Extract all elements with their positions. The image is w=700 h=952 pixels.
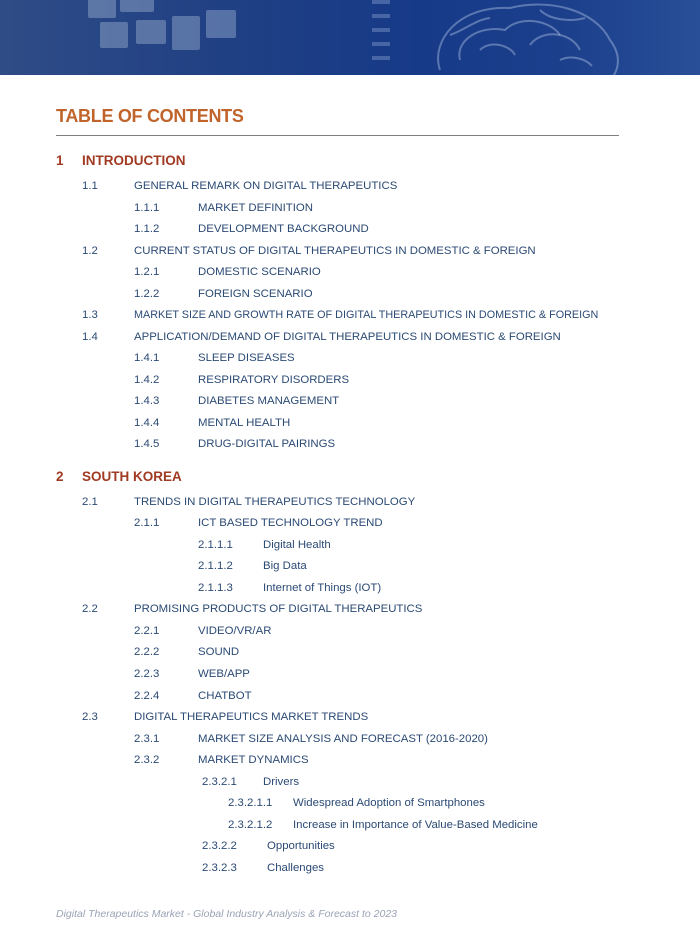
page-title: TABLE OF CONTENTS xyxy=(56,106,244,126)
toc-text: CURRENT STATUS OF DIGITAL THERAPEUTICS IN DOMESTIC & FOREIGN xyxy=(134,245,536,257)
banner-strip xyxy=(372,42,390,46)
toc-number: 2.2.3 xyxy=(134,668,160,680)
toc-text: DEVELOPMENT BACKGROUND xyxy=(198,223,369,235)
toc-number: 2 xyxy=(56,469,64,484)
toc-number: 2.3.2.1.1 xyxy=(228,797,273,809)
toc-number: 1.4.4 xyxy=(134,417,160,429)
toc-number: 2.3.2.3 xyxy=(202,862,237,874)
brain-graphic-icon xyxy=(420,0,660,75)
toc-text: TRENDS IN DIGITAL THERAPEUTICS TECHNOLOGY xyxy=(134,496,416,508)
toc-text: Internet of Things (IOT) xyxy=(263,582,382,594)
toc-text: Increase in Importance of Value-Based Medicine xyxy=(293,819,538,831)
toc-text: SOUTH KOREA xyxy=(82,469,182,484)
toc-text: Digital Health xyxy=(263,539,331,551)
toc-number: 1 xyxy=(56,153,64,168)
toc-number: 1.4.1 xyxy=(134,352,160,364)
toc-text: SOUND xyxy=(198,646,240,658)
toc-number: 1.2.2 xyxy=(134,288,160,300)
toc-number: 2.2.1 xyxy=(134,625,160,637)
toc-number: 2.3.2.1 xyxy=(202,776,237,788)
toc-text: DOMESTIC SCENARIO xyxy=(198,266,321,278)
toc-number: 1.4.2 xyxy=(134,374,160,386)
toc-text: MARKET DYNAMICS xyxy=(198,754,309,766)
banner-tile xyxy=(100,22,128,48)
header-banner xyxy=(0,0,700,75)
toc-number: 2.2 xyxy=(82,603,98,615)
toc-number: 1.4 xyxy=(82,331,98,343)
toc-text: SLEEP DISEASES xyxy=(198,352,295,364)
banner-strip xyxy=(372,14,390,18)
banner-tile xyxy=(172,16,200,50)
toc-number: 1.1.2 xyxy=(134,223,160,235)
toc-number: 2.1.1.2 xyxy=(198,560,233,572)
title-divider xyxy=(56,135,619,136)
toc-text: INTRODUCTION xyxy=(82,153,186,168)
toc-number: 2.3.2 xyxy=(134,754,160,766)
toc-text: ICT BASED TECHNOLOGY TREND xyxy=(198,517,383,529)
toc-number: 2.3.2.2 xyxy=(202,840,237,852)
toc-number: 2.3.1 xyxy=(134,733,160,745)
toc-text: CHATBOT xyxy=(198,690,252,702)
toc-text: APPLICATION/DEMAND OF DIGITAL THERAPEUTICS IN DOMESTIC & FOREIGN xyxy=(134,331,561,343)
toc-text: DRUG-DIGITAL PAIRINGS xyxy=(198,438,336,450)
banner-strip xyxy=(372,28,390,32)
toc-text: PROMISING PRODUCTS OF DIGITAL THERAPEUTICS xyxy=(134,603,423,615)
banner-strip xyxy=(372,56,390,60)
toc-number: 1.2 xyxy=(82,245,98,257)
toc-number: 1.2.1 xyxy=(134,266,160,278)
toc-number: 1.1.1 xyxy=(134,202,160,214)
page-footer: Digital Therapeutics Market - Global Industry Analysis & Forecast to 2023 xyxy=(56,908,398,920)
toc-text: Widespread Adoption of Smartphones xyxy=(293,797,485,809)
banner-tile xyxy=(120,0,154,12)
toc-number: 1.3 xyxy=(82,309,98,321)
toc-text: VIDEO/VR/AR xyxy=(198,625,272,637)
toc-number: 1.4.5 xyxy=(134,438,160,450)
toc-text: GENERAL REMARK ON DIGITAL THERAPEUTICS xyxy=(134,180,398,192)
banner-tile xyxy=(206,10,236,38)
toc-text: WEB/APP xyxy=(198,668,250,680)
toc-text: MARKET SIZE ANALYSIS AND FORECAST (2016-2020) xyxy=(198,733,488,745)
toc-number: 2.3.2.1.2 xyxy=(228,819,273,831)
toc-text: FOREIGN SCENARIO xyxy=(198,288,313,300)
toc-text: Big Data xyxy=(263,560,307,572)
toc-text: RESPIRATORY DISORDERS xyxy=(198,374,350,386)
toc-text: Challenges xyxy=(267,862,324,874)
toc-text: MENTAL HEALTH xyxy=(198,417,291,429)
banner-tile xyxy=(136,20,166,44)
toc-text: Opportunities xyxy=(267,840,335,852)
toc-number: 2.3 xyxy=(82,711,98,723)
toc-number: 2.1.1.3 xyxy=(198,582,233,594)
toc-text: DIGITAL THERAPEUTICS MARKET TRENDS xyxy=(134,711,369,723)
toc-number: 2.2.4 xyxy=(134,690,160,702)
toc-text: MARKET SIZE AND GROWTH RATE OF DIGITAL THERAPEUTICS IN DOMESTIC & FOREIGN xyxy=(134,309,599,321)
toc-number: 2.1.1 xyxy=(134,517,160,529)
toc-text: MARKET DEFINITION xyxy=(198,202,313,214)
toc-number: 2.2.2 xyxy=(134,646,160,658)
toc-number: 1.1 xyxy=(82,180,98,192)
toc-text: DIABETES MANAGEMENT xyxy=(198,395,340,407)
toc-number: 2.1.1.1 xyxy=(198,539,233,551)
toc-text: Drivers xyxy=(263,776,300,788)
banner-tile xyxy=(88,0,116,18)
banner-strip xyxy=(372,0,390,4)
toc-number: 1.4.3 xyxy=(134,395,160,407)
toc-number: 2.1 xyxy=(82,496,98,508)
